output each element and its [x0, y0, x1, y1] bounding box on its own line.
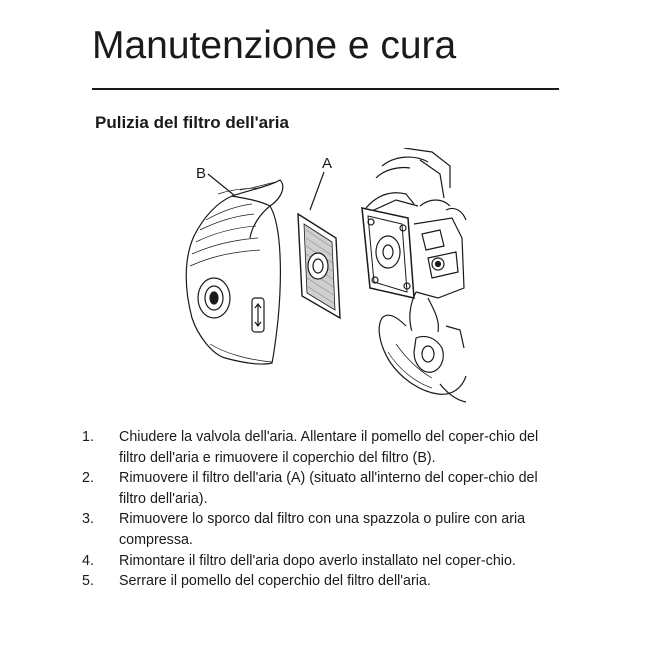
step-number: 4. [82, 552, 94, 569]
title-divider [92, 88, 559, 90]
instruction-steps [82, 427, 582, 592]
step-number: 5. [82, 573, 94, 590]
step-text: Rimuovere lo sporco dal filtro con una spazzola o pulire con aria compressa. [119, 511, 526, 548]
step-item [82, 468, 582, 509]
step-text: Serrare il pomello del coperchio del filtro dell'aria. [119, 573, 431, 590]
label-a: A [322, 155, 333, 172]
section-subtitle: Pulizia del filtro dell'aria [95, 113, 289, 132]
step-number: 2. [82, 470, 94, 487]
step-item [82, 571, 582, 592]
step-text: Chiudere la valvola dell'aria. Allentare il pomello del coper-chio del filtro dell'aria e rimuovere il coperchio del filtro (B). [119, 429, 539, 466]
step-item [82, 509, 582, 550]
step-number: 1. [82, 429, 94, 445]
step-text: Rimuovere il filtro dell'aria (A) (situato all'interno del coper-chio del filtro dell'aria). [119, 470, 538, 507]
filter-cover-b [186, 180, 283, 364]
step-number: 3. [82, 511, 94, 528]
step-item [82, 427, 582, 468]
label-b: B [196, 165, 207, 182]
engine-carburetor [362, 148, 466, 402]
step-item [82, 551, 582, 572]
air-filter-a [298, 214, 340, 318]
leader-line-a [310, 172, 324, 210]
page-title: Manutenzione e cura [92, 24, 457, 67]
air-filter-illustration [170, 148, 470, 410]
step-text: Rimontare il filtro dell'aria dopo averlo installato nel coper-chio. [119, 552, 516, 569]
